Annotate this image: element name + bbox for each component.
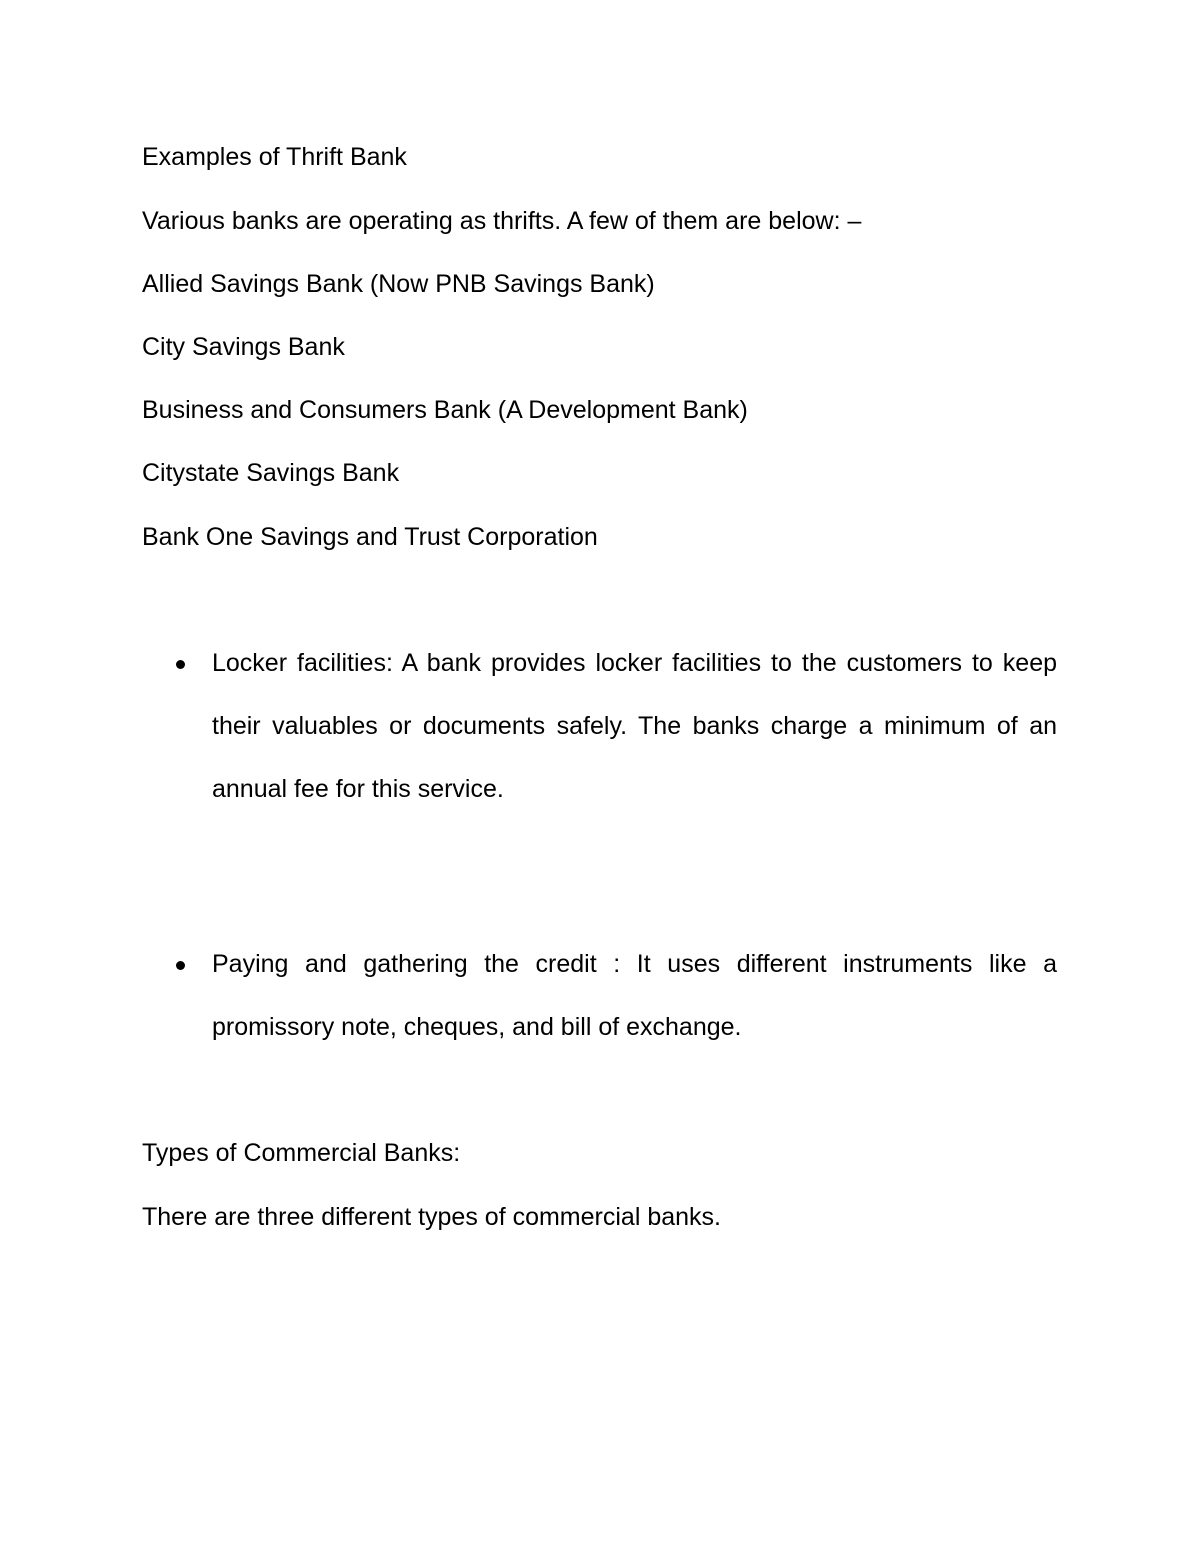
- bank-list-item: Business and Consumers Bank (A Development Bank): [142, 396, 748, 424]
- bank-list-item: City Savings Bank: [142, 333, 345, 361]
- heading-types-of-commercial-banks: Types of Commercial Banks:: [142, 1139, 461, 1167]
- heading-examples-of-thrift-bank: Examples of Thrift Bank: [142, 143, 407, 171]
- bank-list-item: Bank One Savings and Trust Corporation: [142, 523, 598, 551]
- bullet-text: Locker facilities: A bank provides locker facilities to the customers to keep their valuables or documents safely. The banks charge a minimum of an annual fee for this service.: [212, 649, 1057, 803]
- bullet-point-icon: [176, 660, 185, 669]
- bullet-paying-and-gathering-credit: [212, 933, 1057, 1059]
- closing-paragraph: There are three different types of commercial banks.: [142, 1203, 721, 1231]
- bullet-point-icon: [176, 961, 185, 970]
- bullet-text: Paying and gathering the credit : It uses different instruments like a promissory note, cheques, and bill of exchange.: [212, 950, 1057, 1041]
- bank-list-item: Citystate Savings Bank: [142, 459, 400, 487]
- intro-paragraph: Various banks are operating as thrifts. A few of them are below: –: [142, 207, 862, 235]
- bank-list-item: Allied Savings Bank (Now PNB Savings Bank): [142, 270, 655, 298]
- bullet-locker-facilities: [212, 632, 1057, 821]
